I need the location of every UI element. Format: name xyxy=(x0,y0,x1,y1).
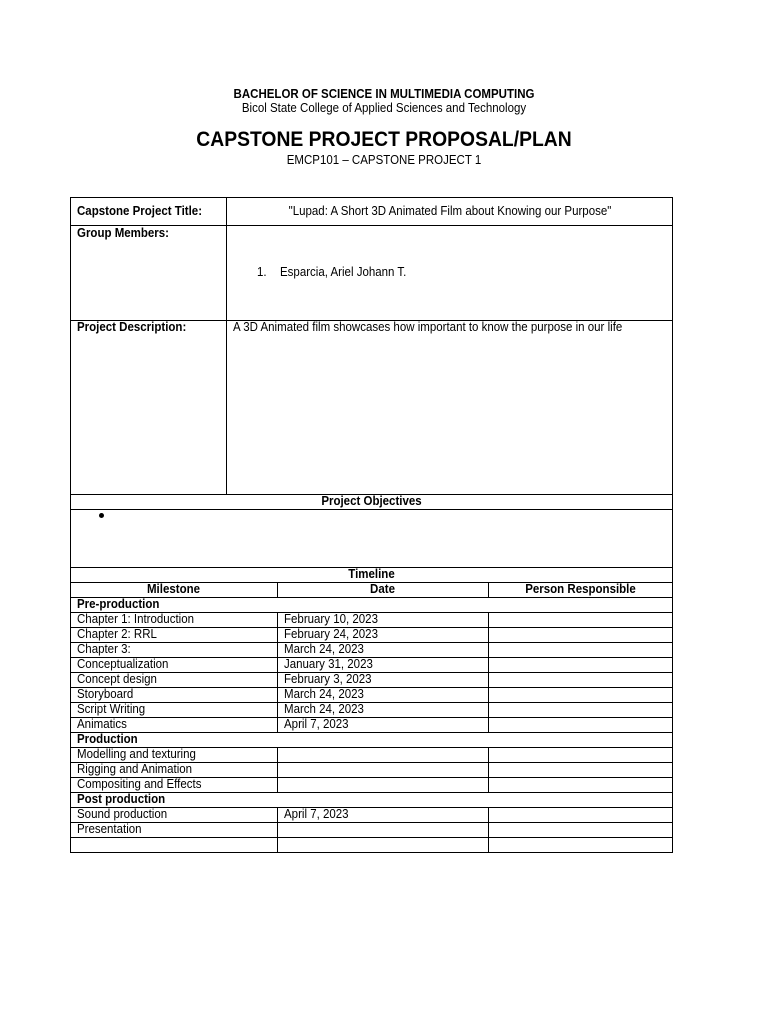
objective-bullet xyxy=(99,513,104,518)
milestone-cell: Chapter 1: Introduction xyxy=(77,612,194,626)
date-cell: March 24, 2023 xyxy=(284,642,364,656)
milestone-cell: Presentation xyxy=(77,822,142,836)
document-title: CAPSTONE PROJECT PROPOSAL/PLAN xyxy=(196,128,572,151)
timeline-section-label: Pre-production xyxy=(77,597,160,611)
members-label: Group Members: xyxy=(77,226,170,240)
title-label: Capstone Project Title: xyxy=(77,204,203,218)
milestone-cell: Concept design xyxy=(77,672,157,686)
member-number: 1. xyxy=(257,265,267,279)
timeline-section-label: Production xyxy=(77,732,138,746)
milestone-cell: Sound production xyxy=(77,807,168,821)
milestone-cell: Compositing and Effects xyxy=(77,777,202,791)
description-value: A 3D Animated film showcases how important to know the purpose in our life xyxy=(233,320,623,334)
timeline-section-label: Post production xyxy=(77,792,166,806)
milestone-cell: Animatics xyxy=(77,717,127,731)
course-code: EMCP101 – CAPSTONE PROJECT 1 xyxy=(286,153,482,167)
date-cell: April 7, 2023 xyxy=(284,807,349,821)
person-column-header: Person Responsible xyxy=(525,582,636,596)
info-table xyxy=(70,197,673,495)
date-cell: March 24, 2023 xyxy=(284,702,364,716)
timeline-heading: Timeline xyxy=(348,567,395,581)
description-label: Project Description: xyxy=(77,320,187,334)
milestone-cell: Rigging and Animation xyxy=(77,762,193,776)
milestone-cell: Chapter 3: xyxy=(77,642,131,656)
date-cell: February 3, 2023 xyxy=(284,672,372,686)
date-cell: March 24, 2023 xyxy=(284,687,364,701)
college-name: Bicol State College of Applied Sciences and Technology xyxy=(241,101,527,115)
milestone-cell: Chapter 2: RRL xyxy=(77,627,157,641)
milestone-cell: Conceptualization xyxy=(77,657,169,671)
milestone-cell: Script Writing xyxy=(77,702,146,716)
objectives-heading: Project Objectives xyxy=(321,494,422,508)
milestone-cell: Storyboard xyxy=(77,687,134,701)
degree-heading: BACHELOR OF SCIENCE IN MULTIMEDIA COMPUTING xyxy=(233,87,535,101)
member-name: Esparcia, Ariel Johann T. xyxy=(280,265,407,279)
date-column-header: Date xyxy=(370,582,395,596)
project-title-value: "Lupad: A Short 3D Animated Film about Knowing our Purpose" xyxy=(288,204,612,218)
date-cell: January 31, 2023 xyxy=(284,657,373,671)
milestone-column-header: Milestone xyxy=(146,582,201,596)
date-cell: February 24, 2023 xyxy=(284,627,378,641)
milestone-cell: Modelling and texturing xyxy=(77,747,196,761)
date-cell: February 10, 2023 xyxy=(284,612,378,626)
date-cell: April 7, 2023 xyxy=(284,717,349,731)
